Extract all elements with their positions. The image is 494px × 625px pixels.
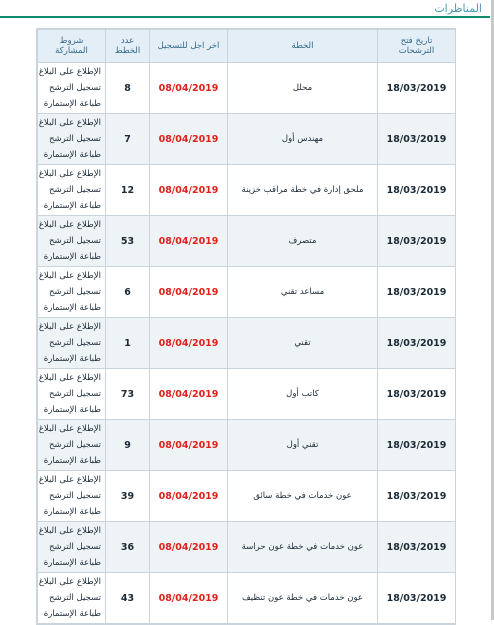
view-announcement-link[interactable]: الإطلاع على البلاغ [38, 118, 101, 128]
print-form-link[interactable]: طباعة الإستمارة [43, 201, 101, 211]
open-date-cell: 18/03/2019 [378, 522, 456, 573]
table-row [38, 165, 456, 216]
plan-cell: متصرف [228, 216, 378, 267]
deadline-cell: 08/04/2019 [150, 114, 228, 165]
table-row [38, 522, 456, 573]
col-plan: الخطة [228, 30, 378, 63]
table-row [38, 420, 456, 471]
print-form-link[interactable]: طباعة الإستمارة [43, 99, 101, 109]
positions-cell: 43 [106, 573, 150, 624]
conditions-cell [38, 369, 106, 420]
table-row [38, 114, 456, 165]
deadline-cell: 08/04/2019 [150, 369, 228, 420]
open-date-cell: 18/03/2019 [378, 318, 456, 369]
view-announcement-link[interactable]: الإطلاع على البلاغ [38, 322, 101, 332]
positions-cell: 53 [106, 216, 150, 267]
deadline-cell: 08/04/2019 [150, 471, 228, 522]
register-candidacy-link[interactable]: تسجيل الترشح [49, 134, 101, 144]
table-row [38, 573, 456, 624]
plan-cell: عون خدمات في خطة عون تنظيف [228, 573, 378, 624]
table-row [38, 318, 456, 369]
view-announcement-link[interactable]: الإطلاع على البلاغ [38, 67, 101, 77]
plan-cell: عون خدمات في خطة عون حراسة [228, 522, 378, 573]
positions-cell: 39 [106, 471, 150, 522]
table-row [38, 369, 456, 420]
register-candidacy-link[interactable]: تسجيل الترشح [49, 542, 101, 552]
plan-cell: عون خدمات في خطة سائق [228, 471, 378, 522]
open-date-cell: 18/03/2019 [378, 267, 456, 318]
view-announcement-link[interactable]: الإطلاع على البلاغ [38, 373, 101, 383]
deadline-cell: 08/04/2019 [150, 267, 228, 318]
plan-cell: مهندس أول [228, 114, 378, 165]
deadline-cell: 08/04/2019 [150, 165, 228, 216]
plan-cell: محلل [228, 63, 378, 114]
conditions-cell [38, 318, 106, 369]
view-announcement-link[interactable]: الإطلاع على البلاغ [38, 169, 101, 179]
positions-cell: 6 [106, 267, 150, 318]
col-positions: عدد الخطط [106, 30, 150, 63]
section-title: المناظرات [434, 2, 482, 15]
print-form-link[interactable]: طباعة الإستمارة [43, 558, 101, 568]
register-candidacy-link[interactable]: تسجيل الترشح [49, 83, 101, 93]
deadline-cell: 08/04/2019 [150, 522, 228, 573]
view-announcement-link[interactable]: الإطلاع على البلاغ [38, 475, 101, 485]
conditions-cell [38, 216, 106, 267]
print-form-link[interactable]: طباعة الإستمارة [43, 150, 101, 160]
open-date-cell: 18/03/2019 [378, 114, 456, 165]
col-deadline: اخر اجل للتسجيل [150, 30, 228, 63]
conditions-cell [38, 471, 106, 522]
conditions-cell [38, 63, 106, 114]
section-header [0, 0, 490, 18]
table-row [38, 471, 456, 522]
table-header-row [38, 30, 456, 63]
conditions-cell [38, 165, 106, 216]
register-candidacy-link[interactable]: تسجيل الترشح [49, 236, 101, 246]
deadline-cell: 08/04/2019 [150, 573, 228, 624]
competitions-table [36, 28, 456, 625]
col-conditions: شروط المشاركة [38, 30, 106, 63]
positions-cell: 8 [106, 63, 150, 114]
table-row [38, 267, 456, 318]
register-candidacy-link[interactable]: تسجيل الترشح [49, 491, 101, 501]
register-candidacy-link[interactable]: تسجيل الترشح [49, 338, 101, 348]
register-candidacy-link[interactable]: تسجيل الترشح [49, 185, 101, 195]
positions-cell: 73 [106, 369, 150, 420]
view-announcement-link[interactable]: الإطلاع على البلاغ [38, 526, 101, 536]
open-date-cell: 18/03/2019 [378, 471, 456, 522]
positions-cell: 9 [106, 420, 150, 471]
open-date-cell: 18/03/2019 [378, 420, 456, 471]
register-candidacy-link[interactable]: تسجيل الترشح [49, 440, 101, 450]
positions-cell: 7 [106, 114, 150, 165]
table-row [38, 63, 456, 114]
print-form-link[interactable]: طباعة الإستمارة [43, 405, 101, 415]
plan-cell: ملحق إدارة في خطة مراقب خزينة [228, 165, 378, 216]
view-announcement-link[interactable]: الإطلاع على البلاغ [38, 271, 101, 281]
print-form-link[interactable]: طباعة الإستمارة [43, 456, 101, 466]
print-form-link[interactable]: طباعة الإستمارة [43, 354, 101, 364]
conditions-cell [38, 114, 106, 165]
open-date-cell: 18/03/2019 [378, 369, 456, 420]
positions-cell: 36 [106, 522, 150, 573]
print-form-link[interactable]: طباعة الإستمارة [43, 303, 101, 313]
open-date-cell: 18/03/2019 [378, 63, 456, 114]
print-form-link[interactable]: طباعة الإستمارة [43, 252, 101, 262]
plan-cell: تقني [228, 318, 378, 369]
plan-cell: تقني أول [228, 420, 378, 471]
plan-cell: كاتب أول [228, 369, 378, 420]
conditions-cell [38, 573, 106, 624]
conditions-cell [38, 267, 106, 318]
col-open-date: تاريخ فتح الترشحات [378, 30, 456, 63]
view-announcement-link[interactable]: الإطلاع على البلاغ [38, 424, 101, 434]
print-form-link[interactable]: طباعة الإستمارة [43, 507, 101, 517]
deadline-cell: 08/04/2019 [150, 318, 228, 369]
deadline-cell: 08/04/2019 [150, 216, 228, 267]
deadline-cell: 08/04/2019 [150, 63, 228, 114]
view-announcement-link[interactable]: الإطلاع على البلاغ [38, 577, 101, 587]
table-row [38, 216, 456, 267]
register-candidacy-link[interactable]: تسجيل الترشح [49, 593, 101, 603]
plan-cell: مساعد تقني [228, 267, 378, 318]
view-announcement-link[interactable]: الإطلاع على البلاغ [38, 220, 101, 230]
open-date-cell: 18/03/2019 [378, 216, 456, 267]
print-form-link[interactable]: طباعة الإستمارة [43, 609, 101, 619]
open-date-cell: 18/03/2019 [378, 573, 456, 624]
register-candidacy-link[interactable]: تسجيل الترشح [49, 389, 101, 399]
conditions-cell [38, 420, 106, 471]
positions-cell: 1 [106, 318, 150, 369]
positions-cell: 12 [106, 165, 150, 216]
register-candidacy-link[interactable]: تسجيل الترشح [49, 287, 101, 297]
deadline-cell: 08/04/2019 [150, 420, 228, 471]
open-date-cell: 18/03/2019 [378, 165, 456, 216]
conditions-cell [38, 522, 106, 573]
